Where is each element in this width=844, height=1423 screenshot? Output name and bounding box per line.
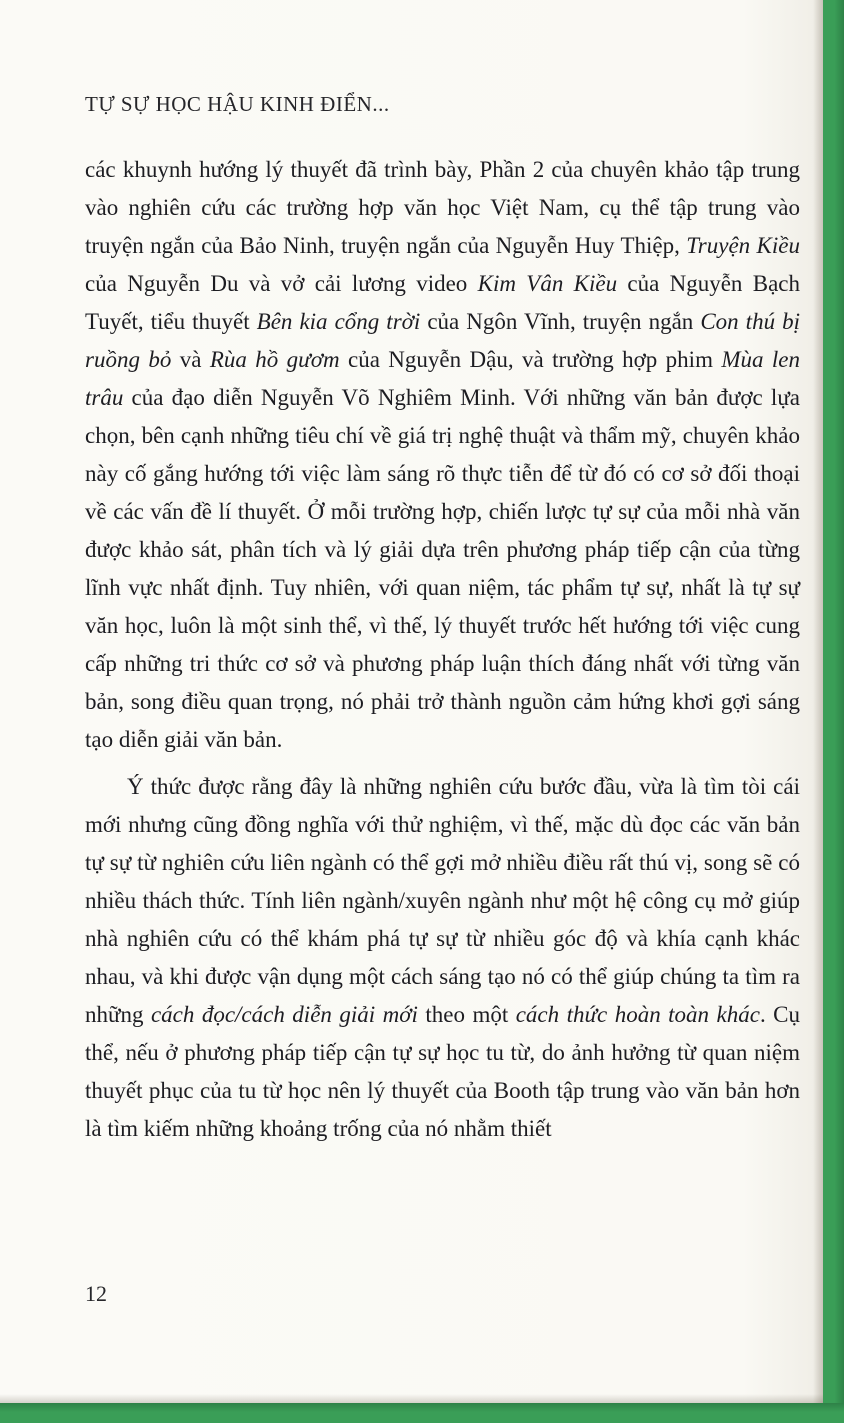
book-cover-edge-right [823,0,844,1423]
text-run: các khuynh hướng lý thuyết đã trình bày, Phần 2 của chuyên khảo tập trung vào nghiên cứu các trường hợp văn học Việt Nam, cụ thể tập trung vào truyện ngắn của Bảo Ninh, truyện ngắn của Nguyễn Huy Thiệp, [85,157,800,258]
text-run: của đạo diễn Nguyễn Võ Nghiêm Minh. Với những văn bản được lựa chọn, bên cạnh những tiêu chí về giá trị nghệ thuật và thẩm mỹ, chuyên khảo này cố gắng hướng tới việc làm sáng rõ thực tiễn để từ đó có cơ sở đối thoại về các vấn đề lí thuyết. Ở mỗi trường hợp, chiến lược tự sự của mỗi nhà văn được khảo sát, phân tích và lý giải dựa trên phương pháp tiếp cận của từng lĩnh vực nhất định. Tuy nhiên, với quan niệm, tác phẩm tự sự, nhất là tự sự văn học, luôn là một sinh thể, vì thế, lý thuyết trước hết hướng tới việc cung cấp những tri thức cơ sở và phương pháp luận thích đáng nhất với từng văn bản, song điều quan trọng, nó phải trở thành nguồn cảm hứng khơi gợi sáng tạo diễn giải văn bản. [85,385,800,752]
text-run: của Ngôn Vĩnh, truyện ngắn [420,309,701,334]
page-edge-shadow-bottom [0,1394,844,1403]
italic-title-run: Rùa hồ gươm [209,347,340,372]
italic-title-run: cách đọc/cách diễn giải mới [150,1002,418,1027]
italic-title-run: Con thú bị ruồng bỏ [85,309,800,372]
italic-title-run: Bên kia cổng trời [256,309,421,334]
italic-title-run: Kim Vân Kiều [477,271,618,296]
book-cover-edge-bottom [0,1403,844,1423]
text-run: của Nguyễn Du và vở cải lương video [85,271,478,296]
italic-title-run: cách thức hoàn toàn khác [515,1002,760,1027]
running-header: TỰ SỰ HỌC HẬU KINH ĐIỂN... [85,92,390,116]
page-content [85,0,800,1148]
italic-title-run: Mùa len trâu [85,347,801,410]
text-run: và [171,347,210,372]
paragraph [85,768,800,1148]
text-run: Ý thức được rằng đây là những nghiên cứu bước đầu, vừa là tìm tòi cái mới nhưng cũng đồng nghĩa với thử nghiệm, vì thế, mặc dù đọc các văn bản tự sự từ nghiên cứu liên ngành có thể gợi mở nhiều điều rất thú vị, song sẽ có nhiều thách thức. Tính liên ngành/xuyên ngành như một hệ công cụ mở giúp nhà nghiên cứu có thể khám phá tự sự từ nhiều góc độ và khía cạnh khác nhau, và khi được vận dụng một cách sáng tạo nó có thể giúp chúng ta tìm ra những [85,774,800,1027]
page-edge-shadow-right [813,0,823,1423]
text-run: . Cụ thể, nếu ở phương pháp tiếp cận tự sự học tu từ, do ảnh hưởng từ quan niệm thuyết phục của tu từ học nên lý thuyết của Booth tập trung vào văn bản hơn là tìm kiếm những khoảng trống của nó nhằm thiết [85,1002,801,1141]
page-number: 12 [85,1281,107,1306]
italic-title-run: Truyện Kiều [686,233,800,258]
text-run: theo một [417,1002,516,1027]
text-run: của Nguyễn Bạch Tuyết, tiểu thuyết [85,271,800,334]
text-run: của Nguyễn Dậu, và trường hợp phim [339,347,722,372]
body-text [85,151,800,1148]
paragraph [85,151,800,759]
